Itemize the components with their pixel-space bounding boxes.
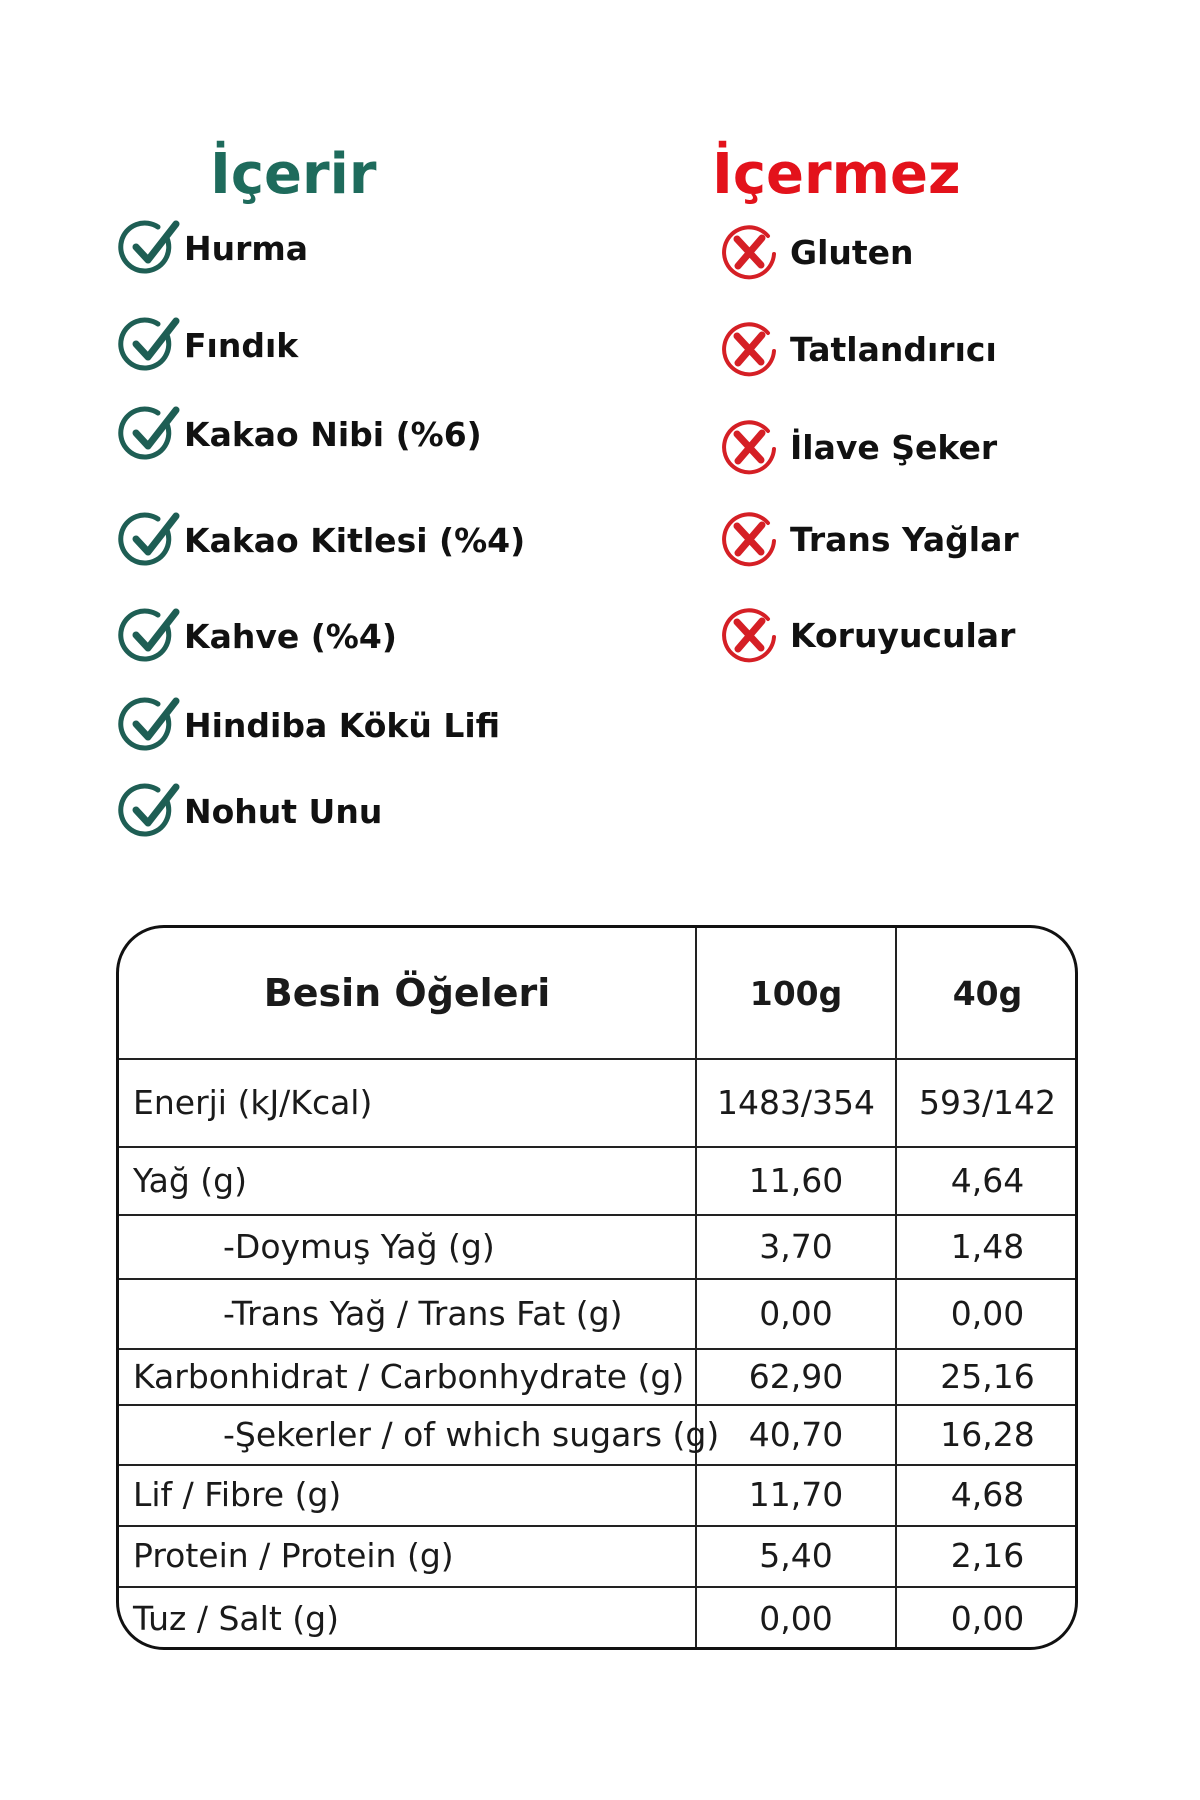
contains-item-label: Nohut Unu <box>184 791 383 831</box>
nutrient-label: -Trans Yağ / Trans Fat (g) <box>223 1293 623 1333</box>
nutrient-label: -Doymuş Yağ (g) <box>223 1226 495 1266</box>
contains-item <box>118 313 298 377</box>
contains-title: İçerir <box>210 142 377 207</box>
contains-item <box>118 779 382 843</box>
excludes-item-label: Tatlandırıcı <box>790 329 997 369</box>
nutrient-value-100g: 11,60 <box>748 1160 844 1200</box>
contains-item-label: Hurma <box>184 228 309 268</box>
nutrition-table <box>116 925 1078 1650</box>
excludes-item <box>718 415 997 479</box>
check-circle-icon <box>118 604 182 668</box>
table-row-divider <box>119 1464 1075 1466</box>
nutrient-value-100g: 3,70 <box>759 1226 833 1266</box>
table-row-divider <box>119 1586 1075 1588</box>
table-row-divider <box>119 1214 1075 1216</box>
nutrient-value-40g: 593/142 <box>918 1082 1057 1122</box>
nutrient-value-40g: 1,48 <box>950 1226 1025 1266</box>
excludes-item <box>718 317 997 381</box>
x-circle-icon <box>718 317 782 381</box>
x-circle-icon <box>718 603 782 667</box>
table-row-divider <box>119 1058 1075 1060</box>
contains-item <box>118 604 397 668</box>
table-header-label: Besin Öğeleri <box>263 971 551 1015</box>
contains-item <box>118 508 525 572</box>
excludes-item-label: Trans Yağlar <box>790 519 1019 559</box>
nutrient-value-40g: 25,16 <box>940 1356 1035 1396</box>
excludes-item <box>718 603 1015 667</box>
nutrient-value-100g: 40,70 <box>748 1414 844 1454</box>
nutrient-value-100g: 1483/354 <box>716 1082 876 1122</box>
contains-item-label: Kahve (%4) <box>184 616 397 656</box>
nutrient-value-100g: 0,00 <box>759 1598 833 1638</box>
table-row-divider <box>119 1146 1075 1148</box>
nutrient-label: Lif / Fibre (g) <box>133 1475 342 1514</box>
contains-item-label: Kakao Kitlesi (%4) <box>184 520 526 560</box>
contains-item-label: Hindiba Kökü Lifi <box>184 705 501 745</box>
x-circle-icon <box>718 220 782 284</box>
contains-item-label: Fındık <box>184 325 299 365</box>
table-header-40g: 40g <box>952 973 1023 1013</box>
contains-item <box>118 693 500 757</box>
nutrient-value-100g: 5,40 <box>759 1536 833 1575</box>
check-circle-icon <box>118 508 182 572</box>
nutrient-value-100g: 0,00 <box>759 1293 833 1333</box>
excludes-title: İçermez <box>712 142 961 207</box>
check-circle-icon <box>118 779 182 843</box>
nutrient-value-100g: 62,90 <box>748 1356 844 1396</box>
nutrient-value-40g: 4,64 <box>950 1160 1025 1200</box>
contains-item-label: Kakao Nibi (%6) <box>184 414 482 454</box>
nutrient-label: Enerji (kJ/Kcal) <box>133 1082 373 1122</box>
nutrient-label: -Şekerler / of which sugars (g) <box>223 1414 720 1454</box>
x-circle-icon <box>718 507 782 571</box>
nutrient-value-40g: 0,00 <box>950 1598 1025 1638</box>
excludes-item <box>718 220 914 284</box>
excludes-item <box>718 507 1019 571</box>
nutrient-value-40g: 2,16 <box>950 1536 1025 1575</box>
nutrient-value-40g: 4,68 <box>950 1475 1025 1514</box>
check-circle-icon <box>118 313 182 377</box>
excludes-item-label: Gluten <box>790 232 914 272</box>
table-row-divider <box>119 1348 1075 1350</box>
table-row-divider <box>119 1525 1075 1527</box>
x-circle-icon <box>718 415 782 479</box>
table-row-divider <box>119 1404 1075 1406</box>
table-row-divider <box>119 1278 1075 1280</box>
nutrient-value-40g: 0,00 <box>950 1293 1025 1333</box>
nutrient-label: Tuz / Salt (g) <box>133 1598 339 1638</box>
contains-item <box>118 402 482 466</box>
nutrient-value-40g: 16,28 <box>940 1414 1035 1454</box>
nutrient-label: Protein / Protein (g) <box>133 1536 454 1575</box>
nutrient-label: Yağ (g) <box>133 1160 247 1200</box>
excludes-item-label: Koruyucular <box>790 615 1016 655</box>
excludes-item-label: İlave Şeker <box>790 427 998 467</box>
table-header-100g: 100g <box>749 973 843 1013</box>
nutrient-value-100g: 11,70 <box>748 1475 844 1514</box>
nutrient-label: Karbonhidrat / Carbonhydrate (g) <box>133 1356 685 1396</box>
check-circle-icon <box>118 693 182 757</box>
contains-item <box>118 216 308 280</box>
check-circle-icon <box>118 216 182 280</box>
check-circle-icon <box>118 402 182 466</box>
